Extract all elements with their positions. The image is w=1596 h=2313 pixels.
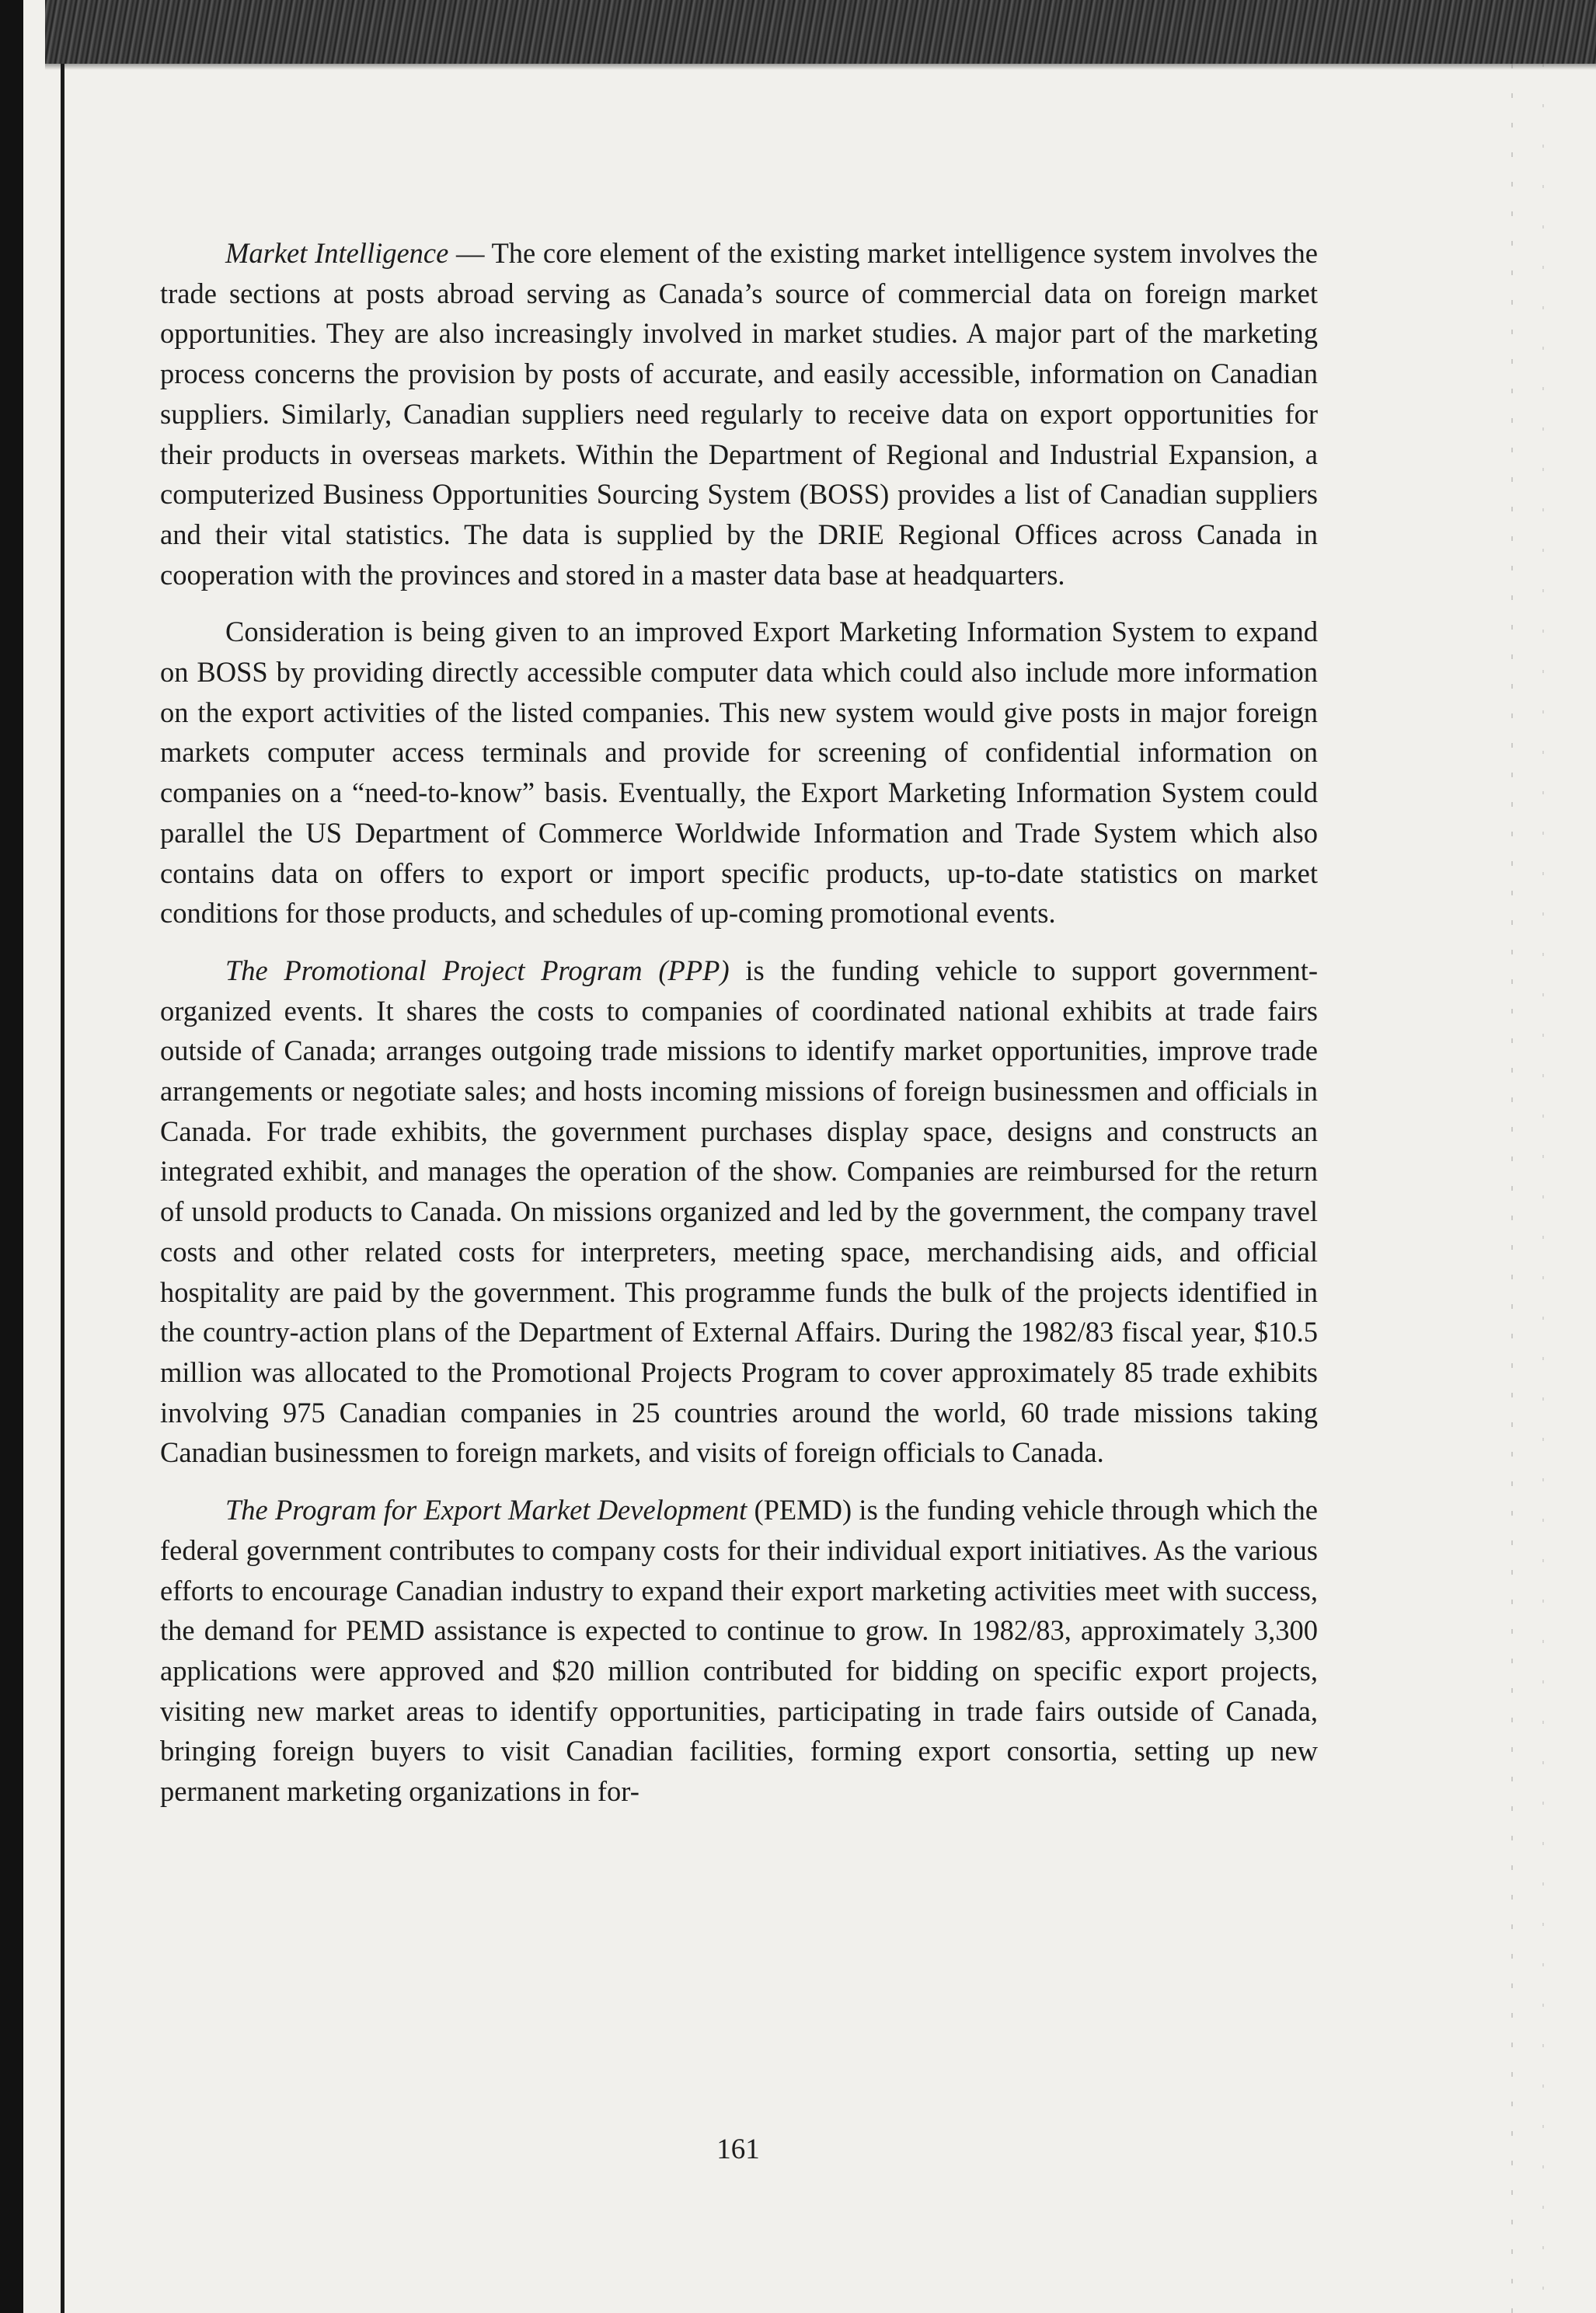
paragraph-promotional-project-program <box>160 951 1318 1473</box>
paragraph-lead: The Promotional Project Program (PPP) <box>225 954 730 986</box>
paragraph-text: (PEMD) is the funding vehicle through which the federal government contributes to company costs for their individual export initiatives. As the various efforts to encourage Canadian industry to expand their export marketing activities meet with success, the demand for PEMD assistance is expected to continue to grow. In 1982/83, approximately 3,300 applications were approved and $20 million contributed for bidding on specific export projects, visiting new market areas to identify opportunities, participating in trade fairs outside of Canada, bringing foreign buyers to visit Canadian facilities, forming export consortia, setting up new permanent marketing organizations in for- <box>160 1494 1318 1808</box>
scanned-binding-edge <box>0 0 45 2313</box>
paragraph-lead: The Program for Export Market Development <box>225 1494 747 1526</box>
paragraph-export-marketing-system <box>160 612 1318 933</box>
paragraph-market-intelligence <box>160 233 1318 595</box>
page-number: 161 <box>716 2133 760 2165</box>
scanned-top-edge <box>0 0 1596 64</box>
paragraph-text: is the funding vehicle to support government-organized events. It shares the costs to companies of coordinated national exhibits at trade fairs outside of Canada; arranges outgoing trade missions to identify market opportunities, improve trade arrangements or negotiate sales; and hosts incoming missions of foreign businessmen and officials in Canada. For trade exhibits, the government purchases display space, designs and constructs an integrated exhibit, and manages the operation of the show. Companies are reimbursed for the return of unsold products to Canada. On missions organized and led by the government, the company travel costs and other related costs for interpreters, meeting space, merchandising aids, and official hospitality are paid by the government. This programme funds the bulk of the projects identified in the country-action plans of the Department of External Affairs. During the 1982/83 fiscal year, $10.5 million was allocated to the Promotional Projects Program to cover approximately 85 trade exhibits involving 975 Canadian companies in 25 countries around the world, 60 trade missions taking Canadian businessmen to foreign markets, and visits of foreign officials to Canada. <box>160 954 1318 1469</box>
paragraph-text: — The core element of the existing market intelligence system involves the trade sections at posts abroad serving as Canada’s source of commercial data on foreign market opportunities. They are also increasingly involved in market studies. A major part of the marketing process concerns the provision by posts of accurate, and easily accessible, information on Canadian suppliers. Similarly, Canadian suppliers need regularly to receive data on export opportunities for their products in overseas markets. Within the Department of Regional and Industrial Expansion, a computerized Business Opportunities Sourcing System (BOSS) provides a list of Canadian suppliers and their vital statistics. The data is supplied by the DRIE Regional Offices across Canada in cooperation with the provinces and stored in a master data base at headquarters. <box>160 237 1318 591</box>
paragraph-text: Consideration is being given to an improved Export Marketing Information System to expand on BOSS by providing directly accessible computer data which could also include more information on the export activities of the listed companies. This new system would give posts in major foreign markets computer access terminals and provide for screening of confidential information on companies on a “need-to-know” basis. Eventually, the Export Marketing Information System could parallel the US Department of Commerce Worldwide Information and Trade System which also contains data on offers to export or import specific products, up-to-date statistics on market conditions for those products, and schedules of up-coming promotional events. <box>160 616 1318 930</box>
page-body <box>160 233 1318 1829</box>
paragraph-export-market-development <box>160 1490 1318 1812</box>
bleed-through-marks <box>1496 64 1573 2313</box>
paragraph-lead: Market Intelligence <box>225 237 449 269</box>
